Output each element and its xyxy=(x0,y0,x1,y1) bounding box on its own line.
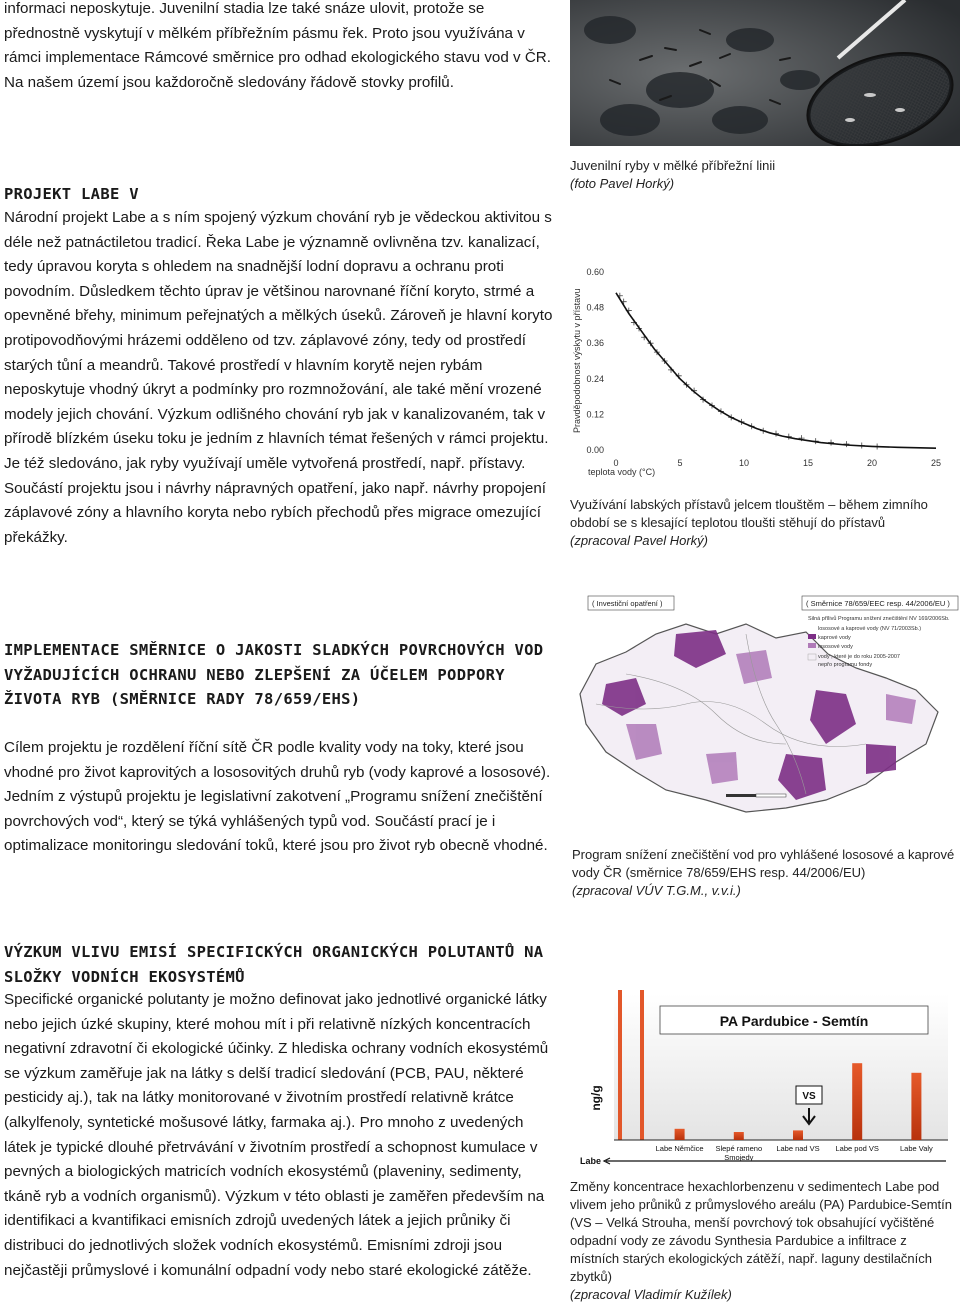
chart1-svg xyxy=(570,258,960,483)
chart2-caption xyxy=(570,1178,958,1304)
map-legend-line-1: Silná přílivů Programu snížení znečištění NV 169/2006Sb. xyxy=(808,616,950,622)
chart2-category-label: Smojedy xyxy=(724,1153,754,1162)
chart1-caption-text: Využívání labských přístavů jelcem tlouštěm – během zimního období se s klesající teplotou tloušti stěhují do přístavů xyxy=(570,497,928,530)
chart2-credit: (zpracoval Vladimír Kužílek) xyxy=(570,1287,732,1302)
chart2-category-label: Slepé rameno xyxy=(715,1144,763,1153)
chart1-caption xyxy=(570,496,958,550)
section-vyzkum-text: Specifické organické polutanty je možno definovat jako jednotlivé organické látky nebo jejich úzké skupiny, které mohou mít i při relativně nízkých koncentracích negativní zdravotní či ekologické účinky. Z hlediska ochrany vodních ekosystémů se výzkum zaměřuje jak na látky s delší tradicí sledování (PCB, PAU, některé pesticidy aj.), tak na látky monitorované v životním prostředí relativně krátce (alkylfenoly, syntetické mošusové látky, farmaka aj.). Pro mnoho z uvedených látek je typické dlouhé přetrvávání v životním prostředí a schopnost kumulace v pevných a biologických matricích vodních ekosystémů (plaveniny, sedimenty, tkáně ryb a vodních organismů). Výzkum v této oblasti je zaměřen především na identifikaci a kvantifikaci emisních zdrojů uvedených látek a jejich průniky či distribuci do jednotlivých složek vodních ekosystémů. Emisními zdroji jsou nejčastěji průmyslové i komunální odpadní vody nebo staré ekologické zátěže. xyxy=(4,991,549,1279)
map-caption xyxy=(572,846,960,900)
map-legend-line-6: nepřo programu fondy xyxy=(818,662,873,668)
juvenile-fish-photo xyxy=(570,0,960,146)
chart1-ytick-label: 0.36 xyxy=(586,338,604,349)
chart1-ytick-label: 0.24 xyxy=(586,373,604,384)
chart1-ytick-label: 0.00 xyxy=(586,445,604,455)
chart1-xtick-label: 10 xyxy=(738,458,750,468)
chart1-ytick-label: 0.60 xyxy=(586,267,604,277)
photo-caption-text: Juvenilní ryby v mělké příbřežní linii xyxy=(570,158,776,173)
chart1-fit-curve xyxy=(616,293,936,448)
chart1-ylabel: Pravděpodobnost výskytu v přístavu xyxy=(572,288,582,433)
photo-credit: (foto Pavel Horký) xyxy=(570,176,675,191)
map-legend-title: ( Investiční opatření ) xyxy=(592,599,663,608)
chart1-xtick-label: 20 xyxy=(866,458,878,468)
chart2-category-label: Labe Němčice xyxy=(655,1144,704,1153)
chart1-ytick-label: 0.12 xyxy=(586,409,604,420)
map-svg xyxy=(566,594,960,832)
map-legend-line-5: vody , které je do roku 2005-2007 xyxy=(818,654,900,660)
map-scale-bar xyxy=(726,794,786,797)
map-credit: (zpracoval VÚV T.G.M., v.v.i.) xyxy=(572,883,741,898)
map-legend-line-3: kaprové vody xyxy=(818,635,851,641)
chart2-category-label: Labe Valy xyxy=(899,1144,933,1153)
map-legend-header: ( Směrnice 78/659/EEC resp. 44/2006/EU ) xyxy=(806,599,950,608)
photo-caption xyxy=(570,157,958,193)
chart2-ylabel: ng/g xyxy=(589,1085,603,1111)
chart1-xtick-label: 0 xyxy=(613,458,619,468)
chart2-svg xyxy=(570,988,960,1168)
chart1-xlabel: teplota vody (°C) xyxy=(588,467,656,477)
chart2-bar xyxy=(911,1073,921,1140)
section-labe-text: Národní projekt Labe a s ním spojený výzkum chování ryb je vědeckou aktivitou s déle než patnáctiletou tradicí. Řeka Labe je významně ovlivněna tzv. kanalizací, tedy úpravou koryta s ohledem na snadnější lodní dopravu a ochranu proti povodním. Důsledkem těchto úprav je většinou narovnané říční koryto, strmé a opevněné břehy, minimum peřejnatých a mělkých úseků. Zároveň je hlavní koryto protipovodňovými hrázemi odděleno od tzv. záplavové zóny, tedy od prostředí starých tůní a meandrů. Takové prostředí v hlavním korytě nejen rybám neposkytuje vhodný úkryt a podmínky pro rozmnožování, ale také mění vrozené modely jejich chování. Výzkum odlišného chování ryb jak v kanalizovaném, tak v přírodě blízkém úseku toku je jedním z hlavních témat řešených v rámci projektu. Je též sledováno, jak ryby využívají uměle vytvořená prostředí, např. přístavy. Součástí projektu jsou i návrhy nápravných opatření, jako např. návrhy propojení záplavové zóny a hlavního koryta nebo rybích přechodů přes migrace omezující překážky. xyxy=(4,209,553,546)
map-legend-line-2: lososové a kaprové vody (NV 71/2003Sb.) xyxy=(818,626,922,632)
section-labe-heading: PROJEKT LABE V xyxy=(4,185,139,203)
section-smernice-heading: IMPLEMENTACE SMĚRNICE O JAKOSTI SLADKÝCH POVRCHOVÝCH VOD VYŽADUJÍCÍCH OCHRANU NEBO ZLEPŠENÍ ZA ÚČELEM PODPORY ŽIVOTA RYB (SMĚRNICE RADY 78/659/EHS) xyxy=(4,641,544,709)
chart2-category-label: Labe nad VS xyxy=(776,1144,820,1153)
chart2-title: PA Pardubice - Semtín xyxy=(719,1013,869,1029)
chart1-credit: (zpracoval Pavel Horký) xyxy=(570,533,708,548)
chart1-xtick-label: 25 xyxy=(930,458,942,468)
czech-water-map xyxy=(566,594,960,832)
chart2-bar xyxy=(793,1130,803,1140)
temperature-probability-chart xyxy=(570,258,960,483)
map-caption-text: Program snížení znečištění vod pro vyhlášené lososové a kaprové vody ČR (směrnice 78/659/EHS resp. 44/2006/EU) xyxy=(572,847,955,880)
chart2-bar xyxy=(734,1132,744,1140)
chart1-xtick-label: 15 xyxy=(802,458,814,468)
chart1-xtick-label: 5 xyxy=(677,458,683,468)
map-legend-line-4: lososové vody xyxy=(818,644,853,650)
intro-paragraph: informaci neposkytuje. Juvenilní stadia lze také snáze ulovit, protože se přednostně vyskytují v mělkém příbřežním pásmu řek. Proto jsou využívána v rámci implementace Rámcové směrnice pro odhad ekologického stavu vod v ČR. Na našem území jsou každoročně sledovány řádově stovky profilů. xyxy=(4,0,551,91)
chart2-bar xyxy=(675,1129,685,1140)
photo-illustration xyxy=(570,0,960,146)
chart2-caption-text: Změny koncentrace hexachlorbenzenu v sedimentech Labe pod vlivem jeho průniků z průmyslového areálu (PA) Pardubice-Semtín (VS – Velká Strouha, menší povrchový tok obsahující vyčištěné odpadní vody ze závodu Synthesia Pardubice a infiltrace z místních starých ekologických zátěží, např. laguny destilačních zbytků) xyxy=(570,1179,952,1284)
chart2-bar xyxy=(852,1063,862,1140)
hcb-bar-chart xyxy=(570,988,960,1168)
vs-annotation: VS xyxy=(802,1091,816,1102)
section-smernice-text: Cílem projektu je rozdělení říční sítě ČR podle kvality vody na toky, které jsou vhodné pro život kaprovitých a lososovitých druhů ryb (vody kaprové a lososové). Jedním z výstupů projektu je legislativní zakotvení „Programu snížení znečištění povrchových vod“, který se týká vyhlášených typů vod. Součástí prací je i optimalizace monitoringu sledování toků, které jsou pro život ryb obecně vhodné. xyxy=(4,739,551,855)
chart1-ytick-label: 0.48 xyxy=(586,302,604,313)
chart2-category-label: Labe pod VS xyxy=(835,1144,879,1153)
section-vyzkum-heading: VÝZKUM VLIVU EMISÍ SPECIFICKÝCH ORGANICKÝCH POLUTANTŮ NA SLOŽKY VODNÍCH EKOSYSTÉMŮ xyxy=(4,943,544,986)
chart2-xlabel: Labe xyxy=(580,1156,602,1166)
